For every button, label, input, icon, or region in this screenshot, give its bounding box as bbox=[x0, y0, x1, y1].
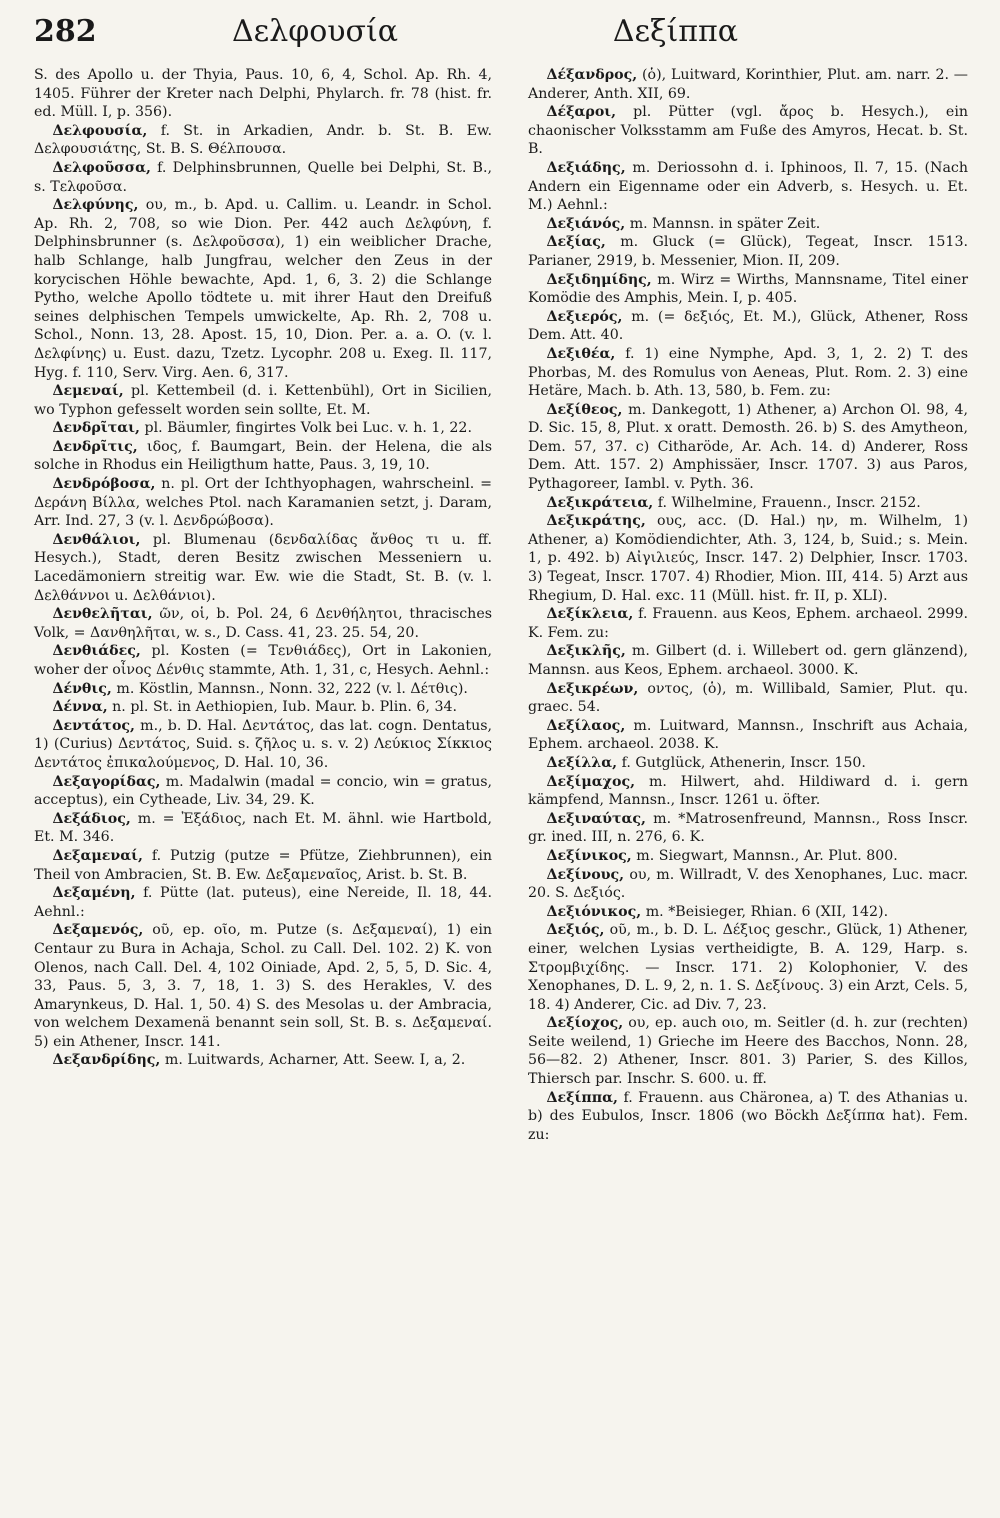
entry-headword: Δεξίθεος, bbox=[546, 401, 623, 418]
dictionary-entry bbox=[34, 717, 492, 773]
dictionary-entry bbox=[528, 754, 968, 773]
entry-text: m. (= δεξιός, Et. M.), Glück, Athener, Ross Dem. Att. 40. bbox=[528, 308, 969, 344]
dictionary-entry bbox=[528, 1014, 968, 1088]
dictionary-entry bbox=[528, 308, 968, 345]
entry-text: m. Wirz = Wirths, Mannsname, Titel einer Komödie des Amphis, Mein. I, p. 405. bbox=[528, 271, 968, 307]
entry-headword: Δεξίππα, bbox=[546, 1089, 618, 1106]
dictionary-entry bbox=[528, 103, 968, 159]
dictionary-entry bbox=[34, 438, 492, 475]
entry-text: m. Deriossohn d. i. Iphinoos, Il. 7, 15. (Nach Andern ein Eigenname oder ein Adverb, s. Hesych. u. Et. M.) Aehnl.: bbox=[528, 159, 968, 214]
entry-headword: Δεξίας, bbox=[546, 234, 606, 251]
entry-headword: Δενδρόβοσα, bbox=[52, 476, 156, 493]
entry-headword: Δεξιάδης, bbox=[546, 159, 626, 176]
entry-headword: Δενθελῆται, bbox=[52, 606, 153, 623]
entry-headword: Δεξιθέα, bbox=[546, 345, 616, 362]
entry-headword: Δεξίνους, bbox=[546, 866, 625, 883]
entry-text: f. Putzig (putze = Pfütze, Ziehbrunnen), ein Theil von Ambracien, St. B. Ew. Δεξαμεναῖος, Arist. b. St. B. bbox=[34, 847, 492, 883]
entry-text: οῦ, m., b. D. L. Δέξιος geschr., Glück, 1) Athener, einer, welchen Lysias vertheidigte, B. A. 129, Harp. s. Στρομβιχίδης. — Inscr. 171. 2) Kolophonier, V. des Xenophanes, D. L. 9, 2, n. 1. S. Δεξίνους. 3) ein Arzt, Cels. 5, 18. 4) Anderer, Cic. ad Div. 7, 23. bbox=[528, 922, 968, 1013]
entry-text: f. Gutglück, Athenerin, Inscr. 150. bbox=[621, 754, 866, 771]
entry-text: ου, m., b. Apd. u. Callim. u. Leandr. in Schol. Ap. Rh. 2, 708, so wie Dion. Per. 442 auch Δελφύνη, f. Delphinsbrunner (s. Δελφοῦσσα), 1) ein weiblicher Drache, halb Schlange, halb Jungfrau, welcher den Zeus in der korycischen Höhle bewachte, Apd. 1, 6, 3. 2) die Schlange Pytho, welche Apollo tödtete u. mit ihrer Haut den Dreifuß seines delphischen Tempels umwickelte, Ap. Rh. 2, 708 u. Schol., Nonn. 13, 28. Apost. 15, 10, Dion. Per. a. a. O. (v. l. Δελφίνης) u. Eust. dazu, Tzetz. Lycophr. 208 u. Exeg. Il. 117, Hyg. f. 110, Serv. Virg. Aen. 6, 317. bbox=[34, 197, 492, 381]
dictionary-entry bbox=[528, 494, 968, 513]
entry-text: (ὁ), Luitward, Korinthier, Plut. am. narr. 2. — Anderer, Anth. XII, 69. bbox=[528, 67, 968, 102]
entry-headword: Δεξιόνικος, bbox=[546, 903, 642, 920]
entry-text: f. Frauenn. aus Keos, Ephem. archaeol. 2999. K. Fem. zu: bbox=[528, 606, 968, 641]
right-running-head: Δεξίππα bbox=[612, 14, 738, 49]
entry-headword: Δεξίκλεια, bbox=[546, 606, 634, 623]
entry-text: pl. Blumenau (δενδαλίδας ἄνθος τι u. ff. Hesych.), Stadt, deren Besitz zwischen Messeniern u. Lacedämoniern streitig war. Ew. wie die Stadt, St. B. (v. l. Δελθάννοι u. Δελθάνιοι). bbox=[34, 531, 492, 604]
entry-text: ιδος, f. Baumgart, Bein. der Helena, die als solche in Rhodus ein Heiligthum hatte, Paus. 3, 19, 10. bbox=[34, 438, 492, 474]
dictionary-entry bbox=[34, 605, 492, 642]
entry-text: m. Madalwin (madal = concio, win = gratus, acceptus), ein Cytheade, Liv. 34, 29. K. bbox=[34, 773, 492, 809]
entry-headword: Δεξιναύτας, bbox=[546, 810, 647, 827]
dictionary-entry bbox=[34, 680, 492, 699]
dictionary-entry bbox=[528, 921, 968, 1014]
dictionary-entry bbox=[528, 159, 968, 215]
entry-headword: Δεξαμένη, bbox=[52, 885, 136, 902]
entry-text: m. Gluck (= Glück), Tegeat, Inscr. 1513. Parianer, 2919, b. Messenier, Mion. II, 209. bbox=[528, 234, 968, 269]
entry-text: m. *Matrosenfreund, Mannsn., Ross Inscr. gr. ined. III, n. 276, 6. K. bbox=[528, 810, 968, 846]
entry-headword: Δελφύνης, bbox=[52, 197, 139, 214]
dictionary-entry bbox=[528, 401, 968, 494]
entry-text: ου, m. Willradt, V. des Xenophanes, Luc. macr. 20. S. Δεξιός. bbox=[528, 866, 968, 902]
dictionary-entry bbox=[528, 847, 968, 866]
entry-headword: Δένθις, bbox=[52, 680, 112, 697]
entry-headword: Δέξανδρος, bbox=[546, 67, 638, 83]
dictionary-entry bbox=[528, 215, 968, 234]
entry-text: m. *Beisieger, Rhian. 6 (XII, 142). bbox=[645, 903, 889, 920]
dictionary-entry bbox=[528, 512, 968, 605]
entry-text: f. St. in Arkadien, Andr. b. St. B. Ew. Δελφουσιάτης, St. B. S. Θέλπουσα. bbox=[34, 122, 492, 158]
entry-text: οῦ, ep. οῖο, m. Putze (s. Δεξαμεναί), 1) ein Centaur zu Bura in Achaja, Schol. zu Call. Del. 102. 2) K. von Olenos, nach Call. Del. 4, 102 Oiniade, Apd. 2, 5, 5, D. Sic. 4, 33, Paus. 5, 3, 3. 7, 18, 1. 3) S. des Herakles, V. des Amarynkeus, D. Hal. 1, 50. 4) S. des Mesolas u. der Ambracia, von welchem Dexamenä benannt sein soll, St. B. s. Δεξαμεναί. 5) ein Athener, Inscr. 141. bbox=[34, 922, 493, 1050]
entry-headword: Δελφουσία, bbox=[52, 122, 148, 139]
entry-text: f. Wilhelmine, Frauenn., Inscr. 2152. bbox=[657, 494, 921, 511]
entry-headword: Δεντάτος, bbox=[52, 717, 135, 734]
entry-headword: Δεξανδρίδης, bbox=[52, 1052, 161, 1069]
dictionary-entry bbox=[528, 866, 968, 903]
entry-headword: Δεξίμαχος, bbox=[546, 773, 636, 790]
entry-text: m. Hilwert, ahd. Hildiward d. i. gern kämpfend, Mannsn., Inscr. 1261 u. öfter. bbox=[528, 773, 969, 809]
entry-headword: Δεμεναί, bbox=[52, 383, 124, 400]
entry-text: pl. Pütter (vgl. ἄρος b. Hesych.), ein chaonischer Volksstamm am Fuße des Amyros, Hecat. b. St. B. bbox=[528, 104, 969, 158]
entry-headword: Δενθάλιοι, bbox=[52, 531, 141, 548]
dictionary-entry bbox=[34, 1051, 492, 1070]
entry-headword: Δεξιός, bbox=[546, 922, 605, 939]
entry-text: m. Mannsn. in später Zeit. bbox=[629, 215, 821, 232]
entry-headword: Δεξαμενός, bbox=[52, 922, 144, 939]
dictionary-entry bbox=[34, 159, 492, 196]
dictionary-entry bbox=[528, 233, 968, 270]
entry-headword: Δεξικράτεια, bbox=[546, 494, 654, 511]
entry-text: m. Köstlin, Mannsn., Nonn. 32, 222 (v. l. Δέτθις). bbox=[116, 680, 468, 697]
entry-headword: Δεξιδημίδης, bbox=[546, 271, 652, 288]
entry-text: pl. Kosten (= Τενθιάδες), Ort in Lakonien, woher der οἶνος Δένθις stammte, Ath. 1, 31, c, Hesych. Aehnl.: bbox=[34, 643, 492, 678]
dictionary-entry bbox=[528, 903, 968, 922]
dictionary-entry bbox=[34, 773, 492, 810]
dictionary-entry bbox=[528, 717, 968, 754]
dictionary-entry bbox=[34, 847, 492, 884]
dictionary-entry bbox=[34, 475, 492, 531]
entry-text: n. pl. St. in Aethiopien, Iub. Maur. b. Plin. 6, 34. bbox=[112, 699, 458, 716]
entry-text: pl. Kettembeil (d. i. Kettenbühl), Ort in Sicilien, wo Typhon gefesselt worden sein sollte, Et. M. bbox=[34, 383, 492, 418]
entry-text: m. Dankegott, 1) Athener, a) Archon Ol. 98, 4, D. Sic. 15, 8, Plut. x oratt. Demosth. 26. b) S. des Amytheon, Dem. 57, 37. c) Citharöde, Ar. Ach. 14. d) Anderer, Ross Dem. Att. 157. 2) Amphissäer, Inscr. 1707. 3) aus Paros, Pythagoreer, Iambl. v. Pyth. 36. bbox=[528, 401, 968, 493]
dictionary-entry bbox=[34, 66, 492, 122]
left-running-head: Δελφουσία bbox=[232, 14, 399, 49]
dictionary-entry bbox=[34, 921, 492, 1051]
entry-text: S. des Apollo u. der Thyia, Paus. 10, 6, 4, Schol. Ap. Rh. 4, 1405. Führer der Kreter nach Delphi, Phylarch. fr. 78 (hist. fr. ed. Müll. I, p. 356). bbox=[34, 67, 492, 121]
dictionary-entry bbox=[528, 773, 968, 810]
entry-headword: Δεξίνικος, bbox=[546, 847, 632, 864]
entry-text: m., b. D. Hal. Δεντάτος, das lat. cogn. Dentatus, 1) (Curius) Δεντάτος, Suid. s. ζῆλος u. s. v. 2) Λεύκιος Σίκκιος Δεντάτος ἐπικαλούμενος, D. Hal. 10, 36. bbox=[34, 717, 492, 771]
dictionary-entry bbox=[528, 345, 968, 401]
entry-headword: Δενδρῖτις, bbox=[52, 438, 138, 455]
entry-text: m. = Ἐξάδιος, nach Et. M. ähnl. wie Hartbold, Et. M. 346. bbox=[34, 810, 492, 846]
entry-headword: Δεξικλῆς, bbox=[546, 643, 626, 660]
dictionary-entry bbox=[34, 884, 492, 921]
dictionary-entry bbox=[34, 531, 492, 605]
entry-headword: Δεξάδιος, bbox=[52, 810, 131, 827]
entry-headword: Δέξαροι, bbox=[546, 104, 617, 121]
dictionary-entry bbox=[34, 122, 492, 159]
entry-headword: Δεξικρέων, bbox=[546, 680, 639, 697]
entry-headword: Δενθιάδες, bbox=[52, 643, 141, 660]
entry-text: f. Delphinsbrunnen, Quelle bei Delphi, St. B., s. Τελφοῦσα. bbox=[34, 159, 493, 195]
dictionary-entry bbox=[528, 271, 968, 308]
entry-text: οντος, (ὁ), m. Willibald, Samier, Plut. qu. graec. 54. bbox=[528, 680, 969, 716]
dictionary-entry bbox=[34, 196, 492, 382]
entry-text: m. Siegwart, Mannsn., Ar. Plut. 800. bbox=[636, 847, 898, 864]
entry-text: m. Luitwards, Acharner, Att. Seew. I, a, 2. bbox=[164, 1052, 466, 1069]
entry-headword: Δεξικράτης, bbox=[546, 513, 646, 530]
right-column bbox=[528, 66, 968, 1510]
entry-headword: Δεξίλαος, bbox=[546, 717, 626, 734]
dictionary-entry bbox=[528, 1089, 968, 1145]
entry-headword: Δεξίοχος, bbox=[546, 1015, 624, 1032]
page-header bbox=[34, 14, 966, 54]
dictionary-entry bbox=[34, 642, 492, 679]
entry-text: pl. Bäumler, fingirtes Volk bei Luc. v. h. 1, 22. bbox=[144, 420, 472, 437]
dictionary-entry bbox=[528, 642, 968, 679]
dictionary-entry bbox=[528, 810, 968, 847]
entry-headword: Δεξίλλα, bbox=[546, 754, 618, 771]
dictionary-entry bbox=[528, 605, 968, 642]
entry-headword: Δενδρῖται, bbox=[52, 420, 140, 437]
entry-headword: Δέννα, bbox=[52, 699, 108, 716]
entry-text: ου, ep. auch οιο, m. Seitler (d. h. zur (rechten) Seite weilend, 1) Grieche im Heere des Bacchos, Nonn. 28, 56—82. 2) Athener, Inscr. 801. 3) Parier, S. des Killos, Thiersch par. Inschr. S. 600. u. ff. bbox=[528, 1015, 968, 1088]
entry-headword: Δεξαγορίδας, bbox=[52, 773, 161, 790]
entry-text: f. Pütte (lat. puteus), eine Nereide, Il. 18, 44. Aehnl.: bbox=[34, 885, 492, 920]
left-column bbox=[34, 66, 492, 1510]
entry-text: m. Luitward, Mannsn., Inschrift aus Achaia, Ephem. archaeol. 2038. K. bbox=[528, 717, 968, 753]
dictionary-entry bbox=[528, 66, 968, 103]
entry-headword: Δεξιάνός, bbox=[546, 215, 626, 232]
dictionary-entry bbox=[34, 419, 492, 438]
entry-headword: Δελφοῦσσα, bbox=[52, 159, 151, 176]
entry-text: ῶν, οἱ, b. Pol. 24, 6 Δενθήλητοι, thracisches Volk, = Δανθηλῆται, w. s., D. Cass. 41, 23. 25. 54, 20. bbox=[34, 606, 492, 641]
dictionary-entry bbox=[34, 810, 492, 847]
page-number: 282 bbox=[34, 14, 97, 49]
entry-text: f. Frauenn. aus Chäronea, a) T. des Athanias u. b) des Eubulos, Inscr. 1806 (wo Böckh Δεξίππα hat). Fem. zu: bbox=[528, 1089, 968, 1143]
entry-text: m. Gilbert (d. i. Willebert od. gern glänzend), Mannsn. aus Keos, Ephem. archaeol. 3000. K. bbox=[528, 643, 968, 678]
entry-headword: Δεξαμεναί, bbox=[52, 847, 143, 864]
entry-text: n. pl. Ort der Ichthyophagen, wahrscheinl. = Δεράνη Βίλλα, welches Ptol. nach Karamanien setzt, j. Daram, Arr. Ind. 27, 3 (v. l. Δενδρώβοσα). bbox=[34, 476, 492, 530]
entry-headword: Δεξιερός, bbox=[546, 308, 623, 325]
dictionary-entry bbox=[34, 382, 492, 419]
dictionary-entry bbox=[528, 680, 968, 717]
entry-text: ους, acc. (D. Hal.) ην, m. Wilhelm, 1) Athener, a) Komödiendichter, Ath. 3, 124, b, Suid.; s. Mein. 1, p. 492. b) Αἰγιλιεύς, Inscr. 147. 2) Delphier, Inscr. 1703. 3) Tegeat, Inscr. 1707. 4) Rhodier, Mion. III, 414. 5) Arzt aus Rhegium, D. Hal. exc. 11 (Müll. hist. fr. II, p. XLI). bbox=[528, 513, 968, 604]
dictionary-entry bbox=[34, 698, 492, 717]
entry-text: f. 1) eine Nymphe, Apd. 3, 1, 2. 2) T. des Phorbas, M. des Romulus von Aeneas, Plut. Rom. 2. 3) eine Hetäre, Mach. b. Ath. 13, 580, b. Fem. zu: bbox=[528, 345, 969, 400]
